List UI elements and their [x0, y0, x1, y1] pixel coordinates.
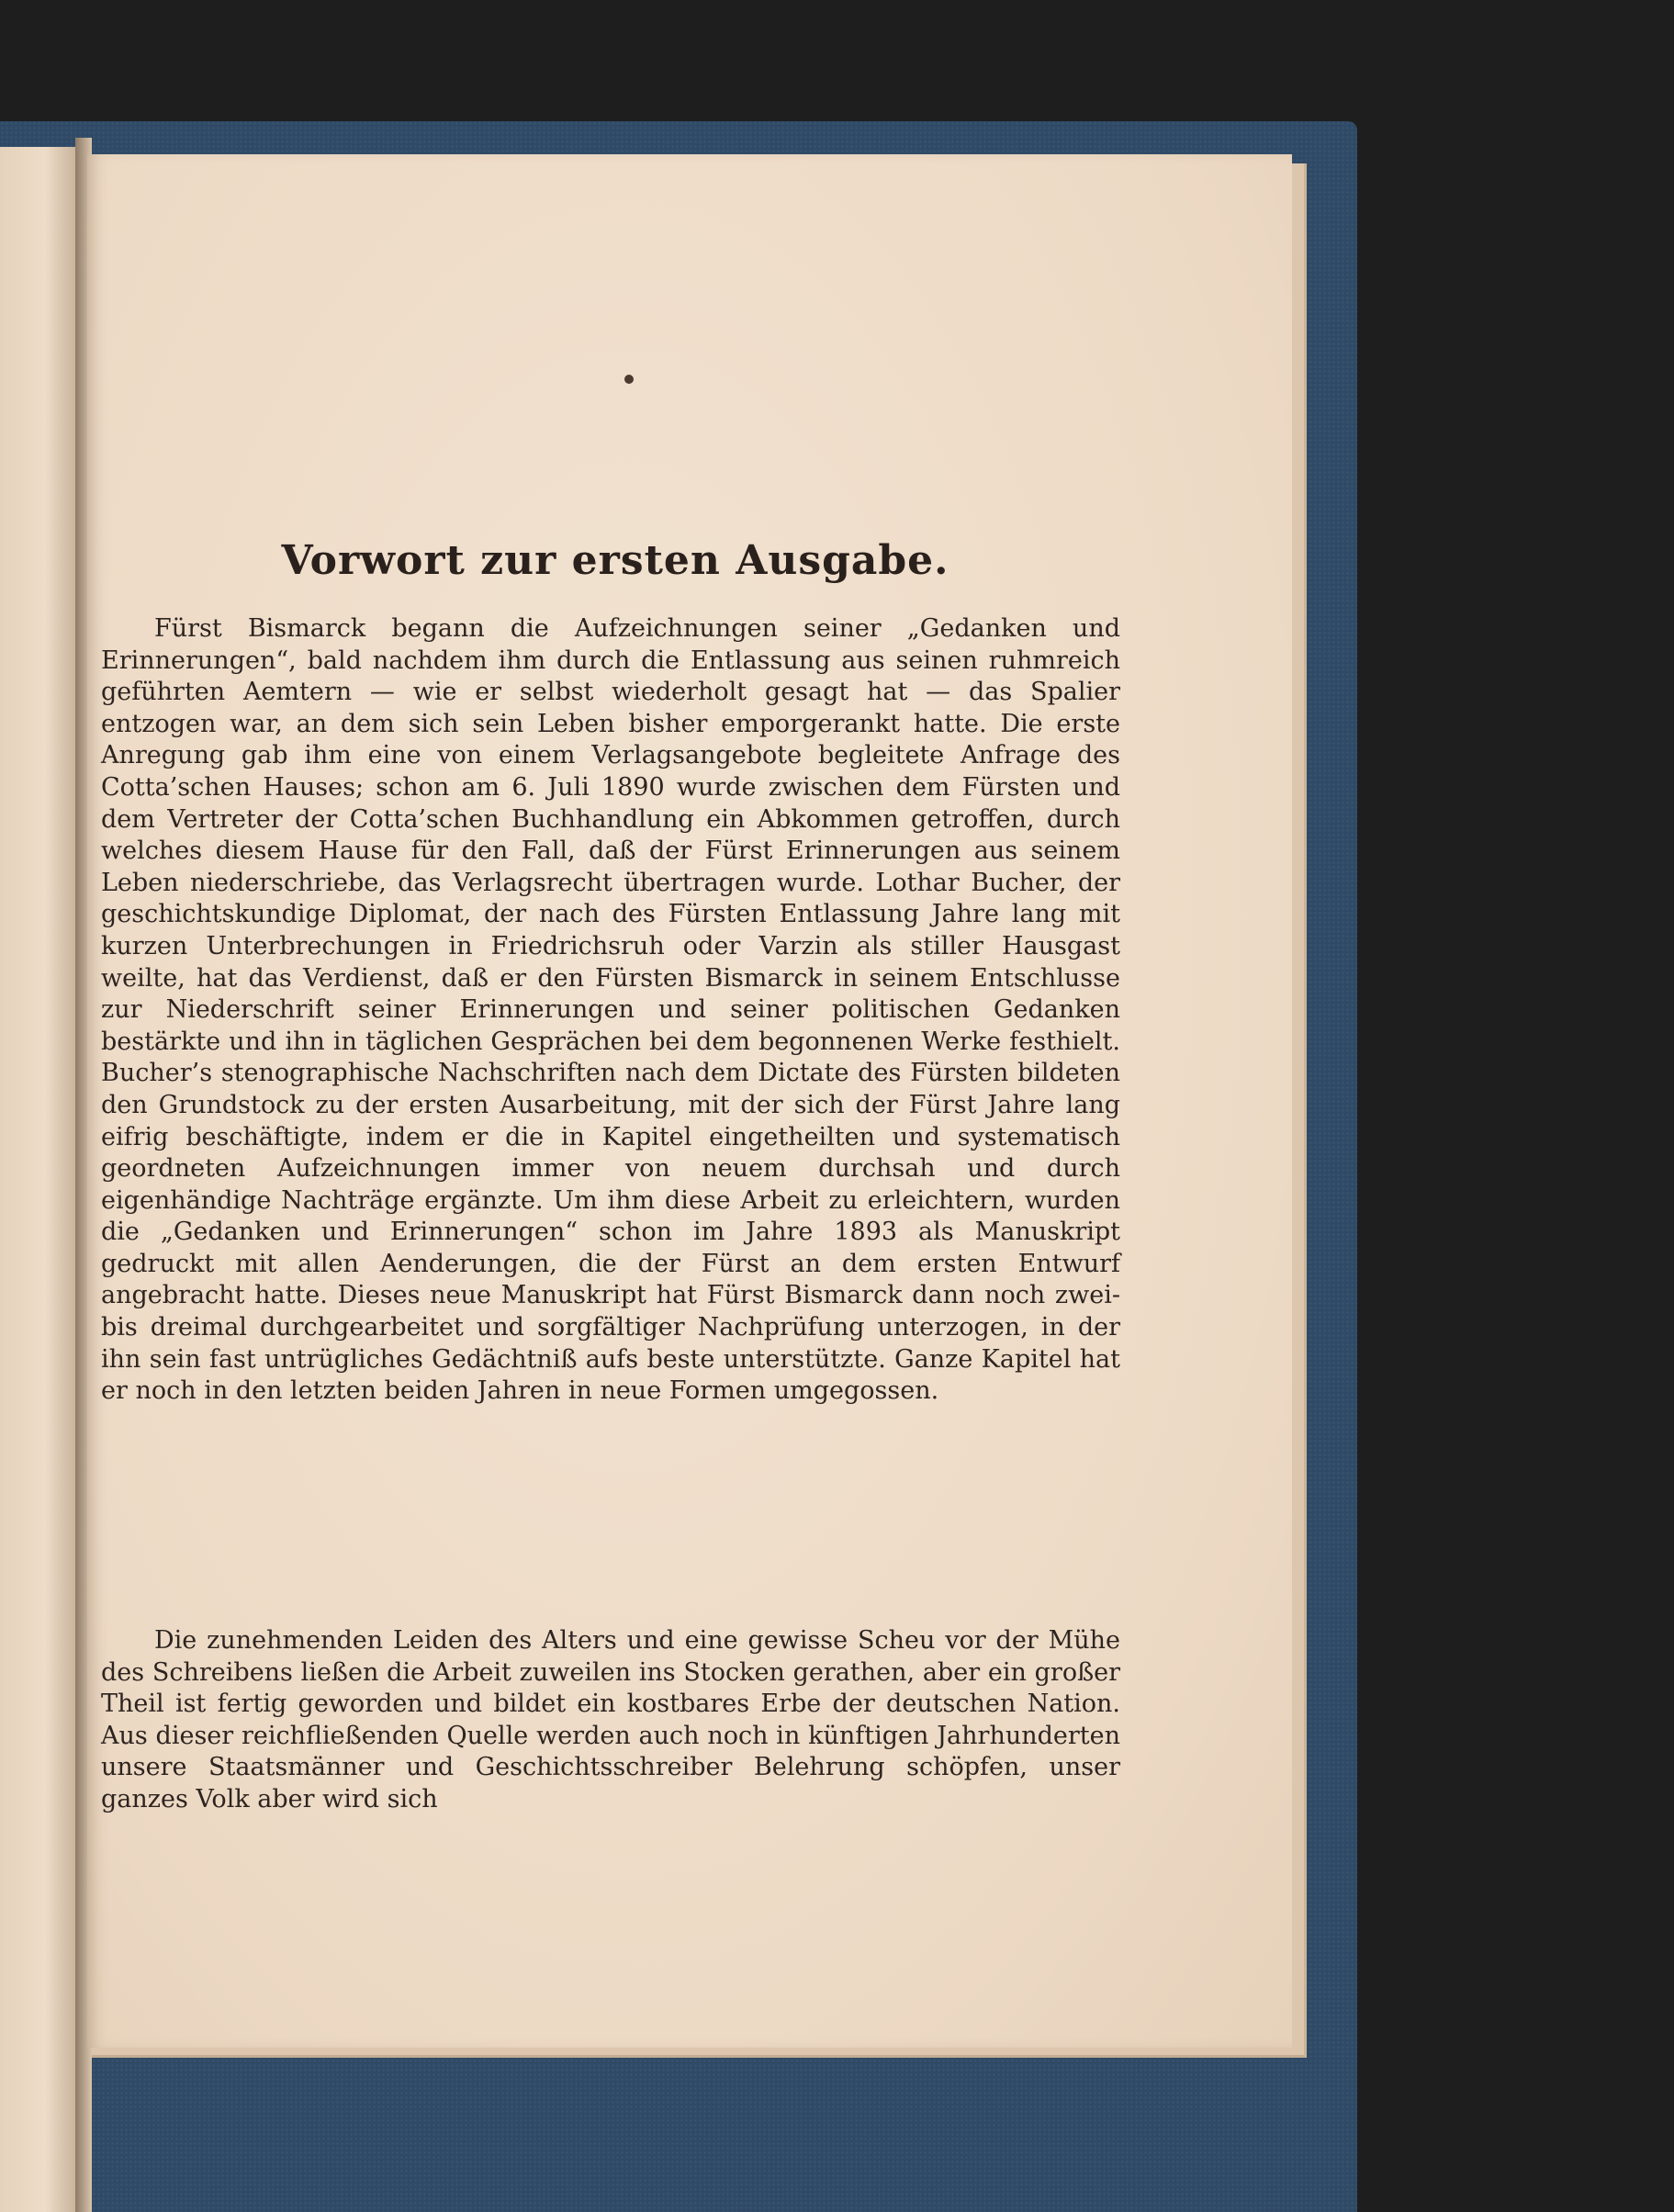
left-page-edge: [0, 147, 75, 2212]
ink-spot: [624, 375, 634, 384]
paragraph-2: Die zunehmenden Leiden des Alters und eine gewisse Scheu vor der Mühe des Schreibens ließen die Arbeit zuweilen ins Stocken gerathen, aber ein großer Theil ist fertig geworden und bildet ein kostbares Erbe der deutschen Nation. Aus dieser reichfließenden Quelle werden auch noch in künftigen Jahrhunderten unsere Staatsmänner und Geschichtsschreiber Belehrung schöpfen, unser ganzes Volk aber wird sich: [101, 1626, 1120, 1813]
paragraph-1: Fürst Bismarck begann die Aufzeichnungen seiner „Gedanken und Erinnerungen“, bald nachdem ihm durch die Entlassung aus seinen ruhmreich geführten Aemtern — wie er selbst wiederholt gesagt hat — das Spalier entzogen war, an dem sich sein Leben bisher emporgerankt hatte. Die erste Anregung gab ihm eine von einem Verlagsangebote begleitete Anfrage des Cotta’schen Hauses; schon am 6. Juli 1890 wurde zwischen dem Fürsten und dem Vertreter der Cotta’schen Buchhandlung ein Abkommen getroffen, durch welches diesem Hause für den Fall, daß der Fürst Erinnerungen aus seinem Leben niederschriebe, das Verlagsrecht übertragen wurde. Lothar Bucher, der geschichtskundige Diplomat, der nach des Fürsten Entlassung Jahre lang mit kurzen Unterbrechungen in Friedrichsruh oder Varzin als stiller Hausgast weilte, hat das Verdienst, daß er den Fürsten Bismarck in seinem Entschlusse zur Niederschrift seiner Erinnerungen und seiner politischen Gedanken bestärkte und ihn in täglichen Gesprächen bei dem begonnenen Werke festhielt. Bucher’s stenographische Nachschriften nach dem Dictate des Fürsten bildeten den Grundstock zu der ersten Ausarbeitung, mit der sich der Fürst Jahre lang eifrig beschäftigte, indem er die in Kapitel eingetheilten und systematisch geordneten Aufzeichnungen immer von neuem durchsah und durch eigenhändige Nachträge ergänzte. Um ihm diese Arbeit zu erleichtern, wurden die „Gedanken und Erinnerungen“ schon im Jahre 1893 als Manuskript gedruckt mit allen Aenderungen, die der Fürst an dem ersten Entwurf angebracht hatte. Dieses neue Manuskript hat Fürst Bismarck dann noch zwei- bis dreimal durchgearbeitet und sorgfältiger Nachprüfung unterzogen, in der ihn sein fast untrügliches Gedächtniß aufs beste unterstützte. Ganze Kapitel hat er noch in den letzten beiden Jahren in neue Formen umgegossen.: [101, 614, 1120, 1406]
page-heading: Vorwort zur ersten Ausgabe.: [281, 537, 949, 584]
